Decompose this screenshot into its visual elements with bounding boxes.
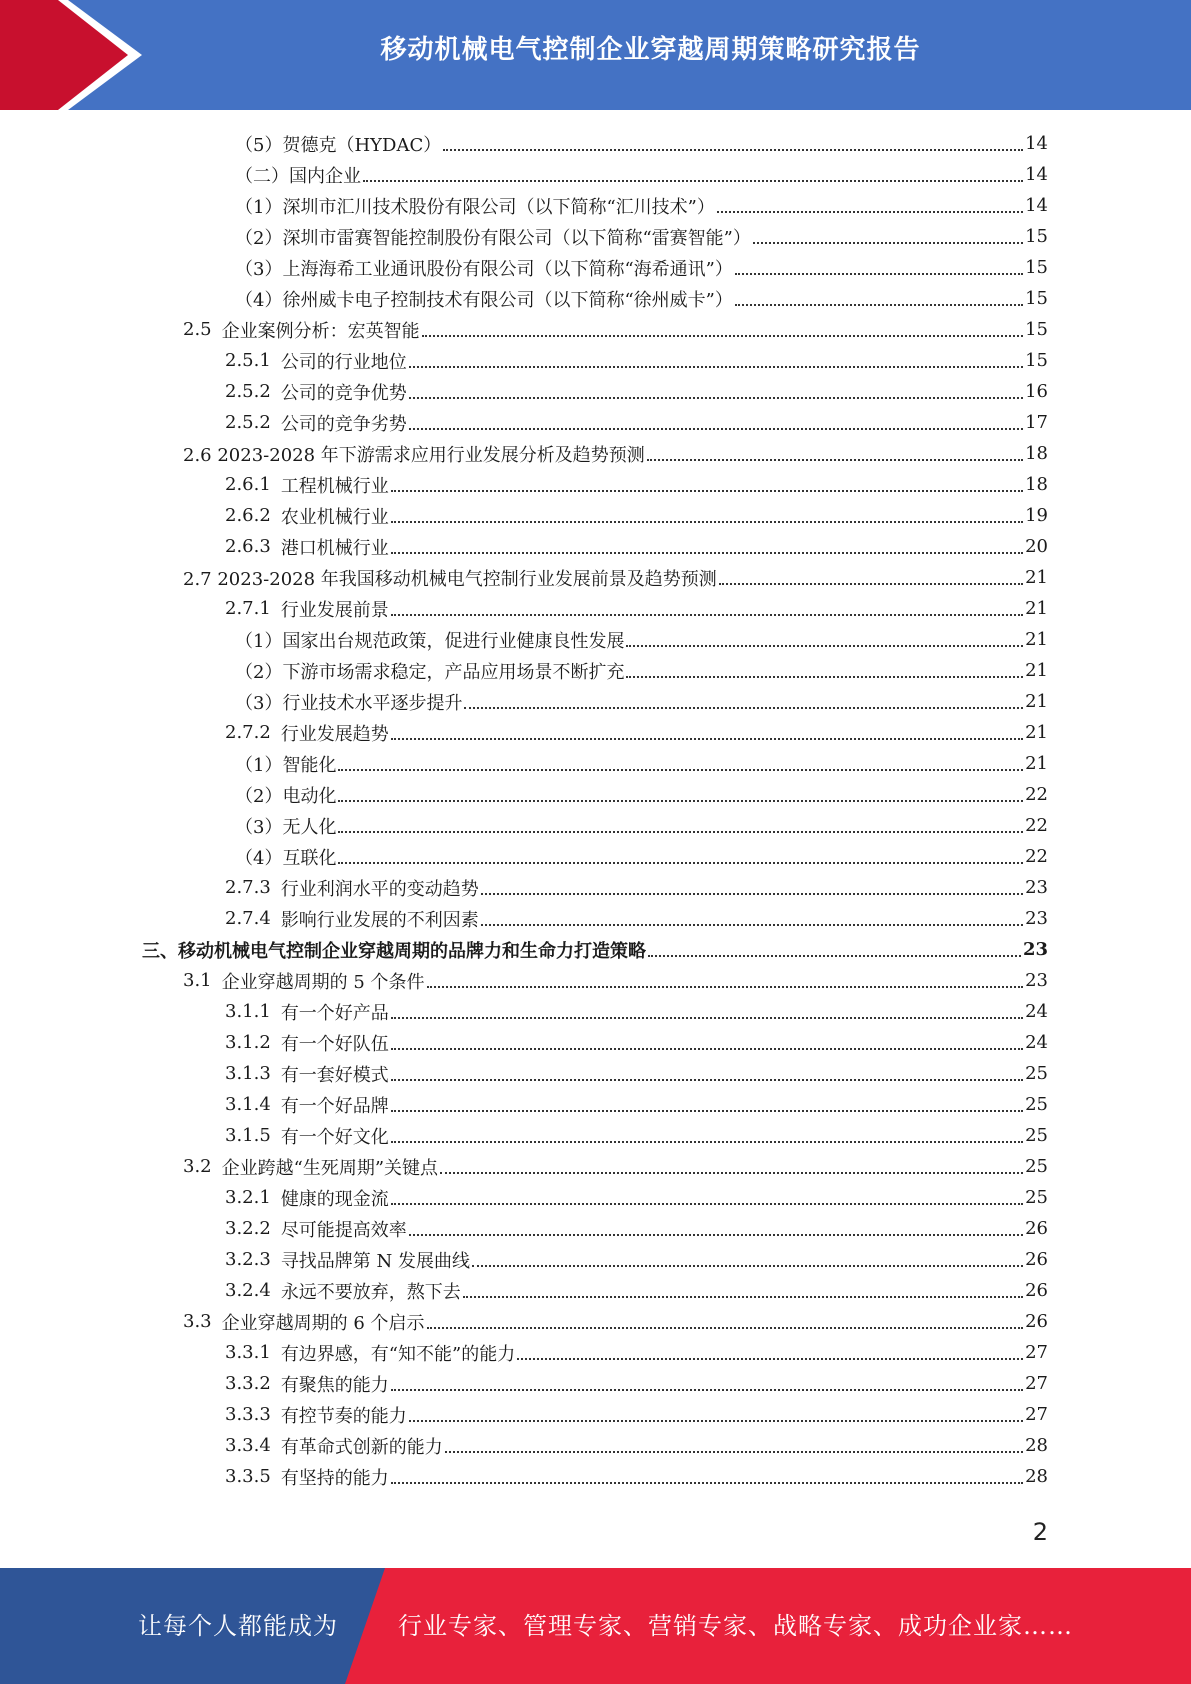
toc-entry-number: 2.7.1 bbox=[225, 598, 271, 619]
toc-entry-page: 21 bbox=[1025, 598, 1048, 619]
toc-entry-page: 15 bbox=[1025, 257, 1048, 278]
toc-entry-number: 3.3.3 bbox=[225, 1404, 271, 1425]
toc-entry-number: 2.6.3 bbox=[225, 536, 271, 557]
toc-dot-leader bbox=[481, 924, 1023, 926]
toc-dot-leader bbox=[648, 955, 1021, 957]
footer-slogan-right: 行业专家、管理专家、营销专家、战略专家、成功企业家…… bbox=[398, 1612, 1073, 1640]
toc-entry-label: 公司的行业地位 bbox=[280, 351, 407, 373]
toc-entry[interactable] bbox=[235, 810, 1048, 841]
page-footer bbox=[0, 1568, 1191, 1684]
toc-dot-leader bbox=[391, 1482, 1023, 1484]
toc-entry[interactable] bbox=[225, 345, 1048, 376]
toc-entry-page: 23 bbox=[1025, 877, 1048, 898]
toc-entry-label: 行业发展趋势 bbox=[280, 723, 389, 745]
toc-entry-label: （3）无人化 bbox=[235, 816, 337, 838]
toc-entry-page: 22 bbox=[1025, 846, 1048, 867]
toc-entry-page: 28 bbox=[1025, 1435, 1048, 1456]
toc-dot-leader bbox=[440, 1172, 1023, 1174]
toc-entry[interactable] bbox=[225, 593, 1048, 624]
toc-entry[interactable] bbox=[225, 903, 1048, 934]
toc-entry[interactable] bbox=[235, 686, 1048, 717]
toc-dot-leader bbox=[409, 1234, 1023, 1236]
toc-entry-label: （1）智能化 bbox=[235, 754, 337, 776]
toc-dot-leader bbox=[626, 676, 1023, 678]
toc-entry-number: 3.1.1 bbox=[225, 1001, 271, 1022]
toc-entry-page: 26 bbox=[1025, 1249, 1048, 1270]
toc-dot-leader bbox=[338, 862, 1023, 864]
toc-entry-label: 影响行业发展的不利因素 bbox=[280, 909, 479, 931]
toc-entry[interactable] bbox=[183, 562, 1048, 593]
toc-entry-number: 3.3.1 bbox=[225, 1342, 271, 1363]
toc-entry-label: （1）国家出台规范政策，促进行业健康良性发展 bbox=[235, 630, 625, 652]
toc-chapter-entry[interactable] bbox=[142, 934, 1048, 965]
toc-entry-number: 2.5.2 bbox=[225, 412, 271, 433]
toc-entry[interactable] bbox=[225, 500, 1048, 531]
toc-entry-number: 3.3 bbox=[183, 1311, 212, 1332]
toc-entry-label: （3）行业技术水平逐步提升 bbox=[235, 692, 463, 714]
toc-entry-page: 14 bbox=[1025, 133, 1048, 154]
toc-dot-leader bbox=[409, 366, 1023, 368]
toc-entry-label: 企业穿越周期的 5 个条件 bbox=[221, 971, 425, 993]
toc-entry-label: （3）上海海希工业通讯股份有限公司（以下简称“海希通讯”） bbox=[235, 258, 733, 280]
toc-entry-page: 16 bbox=[1025, 381, 1048, 402]
report-title: 移动机械电气控制企业穿越周期策略研究报告 bbox=[380, 35, 921, 65]
toc-entry-page: 24 bbox=[1025, 1001, 1048, 1022]
toc-dot-leader bbox=[391, 1017, 1023, 1019]
toc-dot-leader bbox=[445, 1451, 1023, 1453]
toc-entry-label: 公司的竞争优势 bbox=[280, 382, 407, 404]
toc-entry-number: 3.2.2 bbox=[225, 1218, 271, 1239]
toc-entry-label: （二）国内企业 bbox=[235, 165, 361, 187]
toc-entry-page: 21 bbox=[1025, 753, 1048, 774]
toc-entry-number: 3.2.3 bbox=[225, 1249, 271, 1270]
toc-dot-leader bbox=[409, 1420, 1023, 1422]
toc-dot-leader bbox=[391, 1389, 1023, 1391]
toc-entry[interactable] bbox=[183, 1151, 1048, 1182]
toc-entry-label: 有一个好产品 bbox=[280, 1002, 389, 1024]
toc-entry-page: 23 bbox=[1022, 939, 1048, 960]
toc-entry-number: 3.3.4 bbox=[225, 1435, 271, 1456]
toc-dot-leader bbox=[391, 614, 1023, 616]
toc-entry-page: 21 bbox=[1025, 629, 1048, 650]
toc-entry-label: （2）电动化 bbox=[235, 785, 337, 807]
toc-entry-label: 企业跨越“生死周期”关键点 bbox=[221, 1157, 439, 1179]
toc-entry-label: （4）徐州威卡电子控制技术有限公司（以下简称“徐州威卡”） bbox=[235, 289, 733, 311]
toc-entry-label: 企业案例分析：宏英智能 bbox=[221, 320, 420, 342]
toc-entry-page: 15 bbox=[1025, 226, 1048, 247]
toc-entry-page: 25 bbox=[1025, 1156, 1048, 1177]
toc-entry-label: 工程机械行业 bbox=[280, 475, 389, 497]
toc-entry-label: 有坚持的能力 bbox=[280, 1467, 389, 1489]
toc-dot-leader bbox=[391, 1110, 1023, 1112]
toc-entry-number: 2.7.3 bbox=[225, 877, 271, 898]
toc-dot-leader bbox=[735, 304, 1023, 306]
toc-entry[interactable] bbox=[225, 1058, 1048, 1089]
toc-entry-page: 26 bbox=[1025, 1280, 1048, 1301]
toc-entry[interactable] bbox=[183, 314, 1048, 345]
toc-dot-leader bbox=[391, 1141, 1023, 1143]
page-header bbox=[0, 0, 1191, 110]
toc-entry[interactable] bbox=[225, 469, 1048, 500]
footer-slogan-left: 让每个人都能成为 bbox=[138, 1612, 338, 1640]
toc-entry[interactable] bbox=[225, 531, 1048, 562]
toc-entry-page: 15 bbox=[1025, 288, 1048, 309]
toc-entry-label: 有革命式创新的能力 bbox=[280, 1436, 443, 1458]
toc-entry-page: 25 bbox=[1025, 1187, 1048, 1208]
toc-entry-label: 农业机械行业 bbox=[280, 506, 389, 528]
toc-entry-page: 25 bbox=[1025, 1063, 1048, 1084]
toc-entry[interactable] bbox=[235, 841, 1048, 872]
toc-entry-label: （4）互联化 bbox=[235, 847, 337, 869]
toc-dot-leader bbox=[338, 769, 1023, 771]
toc-dot-leader bbox=[753, 242, 1023, 244]
toc-entry[interactable] bbox=[225, 1027, 1048, 1058]
toc-dot-leader bbox=[481, 893, 1023, 895]
toc-entry-number: 2.6.1 bbox=[225, 474, 271, 495]
toc-entry-number: 2.5.2 bbox=[225, 381, 271, 402]
toc-entry[interactable] bbox=[225, 1399, 1048, 1430]
toc-dot-leader bbox=[719, 583, 1023, 585]
toc-entry-label: （5）贺德克（HYDAC） bbox=[235, 134, 442, 156]
toc-entry-label: 企业穿越周期的 6 个启示 bbox=[221, 1312, 425, 1334]
toc-dot-leader bbox=[391, 738, 1023, 740]
toc-entry[interactable] bbox=[225, 1368, 1048, 1399]
toc-entry-label: 有一个好品牌 bbox=[280, 1095, 389, 1117]
toc-dot-leader bbox=[409, 397, 1023, 399]
toc-entry-label: 有一个好文化 bbox=[280, 1126, 389, 1148]
toc-dot-leader bbox=[391, 1079, 1023, 1081]
toc-entry[interactable] bbox=[225, 1244, 1048, 1275]
toc-entry-number: 2.6.2 bbox=[225, 505, 271, 526]
toc-entry[interactable] bbox=[225, 1213, 1048, 1244]
toc-entry-number: 3.1.3 bbox=[225, 1063, 271, 1084]
toc-entry-number: 3.2.1 bbox=[225, 1187, 271, 1208]
toc-dot-leader bbox=[626, 645, 1023, 647]
toc-entry-page: 28 bbox=[1025, 1466, 1048, 1487]
toc-entry-page: 23 bbox=[1025, 970, 1048, 991]
toc-dot-leader bbox=[391, 521, 1023, 523]
toc-entry-label: 港口机械行业 bbox=[280, 537, 389, 559]
toc-entry-label: （1）深圳市汇川技术股份有限公司（以下简称“汇川技术”） bbox=[235, 196, 715, 218]
toc-entry-number: 3.1 bbox=[183, 970, 212, 991]
toc-dot-leader bbox=[409, 428, 1023, 430]
toc-entry-label: 有一个好队伍 bbox=[280, 1033, 389, 1055]
toc-entry-page: 14 bbox=[1025, 164, 1048, 185]
toc-dot-leader bbox=[472, 1265, 1023, 1267]
toc-entry-number: 3.2.4 bbox=[225, 1280, 271, 1301]
toc-entry-page: 27 bbox=[1025, 1373, 1048, 1394]
toc-dot-leader bbox=[363, 180, 1023, 182]
toc-entry-page: 21 bbox=[1025, 691, 1048, 712]
toc-entry-page: 25 bbox=[1025, 1094, 1048, 1115]
toc-entry[interactable] bbox=[225, 1430, 1048, 1461]
toc-entry-page: 20 bbox=[1025, 536, 1048, 557]
toc-dot-leader bbox=[647, 459, 1023, 461]
toc-entry[interactable] bbox=[235, 221, 1048, 252]
toc-dot-leader bbox=[391, 552, 1023, 554]
toc-entry[interactable] bbox=[225, 996, 1048, 1027]
toc-entry-page: 21 bbox=[1025, 567, 1048, 588]
toc-entry[interactable] bbox=[183, 438, 1048, 469]
toc-entry-number: 3.3.2 bbox=[225, 1373, 271, 1394]
toc-entry-label: 公司的竞争劣势 bbox=[280, 413, 407, 435]
toc-entry[interactable] bbox=[235, 624, 1048, 655]
toc-entry-number: 3.1.4 bbox=[225, 1094, 271, 1115]
toc-dot-leader bbox=[717, 211, 1023, 213]
toc-entry-label: 有聚焦的能力 bbox=[280, 1374, 389, 1396]
toc-dot-leader bbox=[517, 1358, 1023, 1360]
toc-dot-leader bbox=[391, 1048, 1023, 1050]
toc-entry-number: 3.2 bbox=[183, 1156, 212, 1177]
toc-dot-leader bbox=[391, 1203, 1023, 1205]
toc-entry-page: 22 bbox=[1025, 784, 1048, 805]
toc-entry[interactable] bbox=[225, 1120, 1048, 1151]
toc-entry-label: （2）深圳市雷赛智能控制股份有限公司（以下简称“雷赛智能”） bbox=[235, 227, 751, 249]
toc-entry-label: 寻找品牌第 N 发展曲线 bbox=[280, 1250, 471, 1272]
toc-entry[interactable] bbox=[225, 1461, 1048, 1492]
toc-entry[interactable] bbox=[225, 376, 1048, 407]
toc-entry[interactable] bbox=[235, 190, 1048, 221]
toc-entry-page: 17 bbox=[1025, 412, 1048, 433]
toc-entry-page: 27 bbox=[1025, 1342, 1048, 1363]
toc-entry-page: 15 bbox=[1025, 350, 1048, 371]
toc-entry-label: 行业利润水平的变动趋势 bbox=[280, 878, 479, 900]
toc-entry-page: 22 bbox=[1025, 815, 1048, 836]
toc-entry[interactable] bbox=[235, 159, 1048, 190]
toc-entry[interactable] bbox=[183, 1306, 1048, 1337]
toc-dot-leader bbox=[463, 1296, 1023, 1298]
toc-entry-number: 2.5.1 bbox=[225, 350, 271, 371]
toc-entry-page: 21 bbox=[1025, 660, 1048, 681]
toc-entry[interactable] bbox=[225, 1089, 1048, 1120]
page-number: 2 bbox=[1032, 1518, 1048, 1546]
toc-entry-label: 三、移动机械电气控制企业穿越周期的品牌力和生命力打造策略 bbox=[142, 940, 646, 962]
toc-entry[interactable] bbox=[235, 283, 1048, 314]
toc-entry[interactable] bbox=[225, 1337, 1048, 1368]
toc-entry-number: 3.1.5 bbox=[225, 1125, 271, 1146]
toc-entry-label: 行业发展前景 bbox=[280, 599, 389, 621]
toc-entry-page: 14 bbox=[1025, 195, 1048, 216]
toc-entry-label: 永远不要放弃，熬下去 bbox=[280, 1281, 461, 1303]
toc-entry-label: 有边界感，有“知不能”的能力 bbox=[280, 1343, 516, 1365]
toc-entry[interactable] bbox=[183, 965, 1048, 996]
toc-entry-page: 25 bbox=[1025, 1125, 1048, 1146]
toc-entry-page: 15 bbox=[1025, 319, 1048, 340]
toc-entry[interactable] bbox=[225, 872, 1048, 903]
toc-entry-page: 26 bbox=[1025, 1311, 1048, 1332]
toc-entry[interactable] bbox=[235, 252, 1048, 283]
toc-entry-page: 19 bbox=[1025, 505, 1048, 526]
toc-dot-leader bbox=[427, 1327, 1024, 1329]
toc-entry-number: 2.7.2 bbox=[225, 722, 271, 743]
toc-entry[interactable] bbox=[225, 717, 1048, 748]
toc-entry-label: 2.7 2023-2028 年我国移动机械电气控制行业发展前景及趋势预测 bbox=[183, 568, 717, 590]
toc-entry-page: 27 bbox=[1025, 1404, 1048, 1425]
toc-entry-label: 2.6 2023-2028 年下游需求应用行业发展分析及趋势预测 bbox=[183, 444, 645, 466]
toc-entry-label: （2）下游市场需求稳定，产品应用场景不断扩充 bbox=[235, 661, 625, 683]
toc-dot-leader bbox=[464, 707, 1023, 709]
toc-dot-leader bbox=[735, 273, 1023, 275]
toc-entry[interactable] bbox=[235, 655, 1048, 686]
toc-entry[interactable] bbox=[225, 1275, 1048, 1306]
toc-entry-page: 18 bbox=[1025, 474, 1048, 495]
toc-entry-number: 2.7.4 bbox=[225, 908, 271, 929]
toc-entry[interactable] bbox=[235, 779, 1048, 810]
toc-entry[interactable] bbox=[235, 128, 1048, 159]
toc-entry-number: 3.1.2 bbox=[225, 1032, 271, 1053]
toc-dot-leader bbox=[443, 149, 1023, 151]
toc-entry-number: 3.3.5 bbox=[225, 1466, 271, 1487]
toc-entry-label: 健康的现金流 bbox=[280, 1188, 389, 1210]
toc-dot-leader bbox=[338, 831, 1023, 833]
toc-entry-label: 尽可能提高效率 bbox=[280, 1219, 407, 1241]
toc-dot-leader bbox=[338, 800, 1023, 802]
toc-dot-leader bbox=[391, 490, 1023, 492]
toc-dot-leader bbox=[422, 335, 1023, 337]
toc-entry-page: 21 bbox=[1025, 722, 1048, 743]
toc-entry-number: 2.5 bbox=[183, 319, 212, 340]
toc-entry[interactable] bbox=[235, 748, 1048, 779]
toc-entry[interactable] bbox=[225, 407, 1048, 438]
toc-entry-page: 26 bbox=[1025, 1218, 1048, 1239]
toc-entry-page: 24 bbox=[1025, 1032, 1048, 1053]
toc-entry[interactable] bbox=[225, 1182, 1048, 1213]
toc-entry-label: 有一套好模式 bbox=[280, 1064, 389, 1086]
toc-entry-label: 有控节奏的能力 bbox=[280, 1405, 407, 1427]
toc-entry-page: 23 bbox=[1025, 908, 1048, 929]
toc-entry-page: 18 bbox=[1025, 443, 1048, 464]
toc-dot-leader bbox=[427, 986, 1024, 988]
